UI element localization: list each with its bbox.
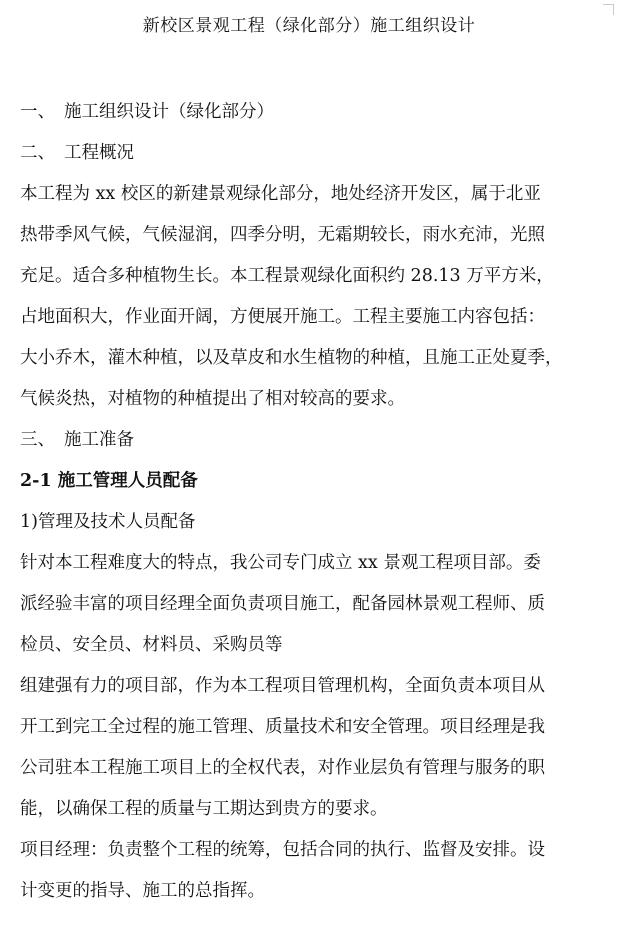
text-line: 项目经理：负责整个工程的统筹，包括合同的执行、监督及安排。设	[20, 840, 545, 860]
text-line: 计变更的指导、施工的总指挥。	[20, 881, 265, 901]
heading-2-text: 工程概况	[64, 143, 134, 163]
text-line: 大小乔木，灌木种植，以及草皮和水生植物的种植，且施工正处夏季，	[20, 348, 563, 368]
heading-3-number: 三、	[20, 430, 55, 450]
document-body	[20, 92, 598, 912]
text-line: 本工程为 xx 校区的新建景观绿化部分，地处经济开发区，属于北亚	[20, 184, 541, 204]
subheading-staffing: 2-1 施工管理人员配备	[20, 471, 198, 491]
text-line: 能，以确保工程的质量与工期达到贵方的要求。	[20, 799, 388, 819]
heading-2-number: 二、	[20, 143, 55, 163]
heading-3	[20, 420, 598, 461]
heading-1-text: 施工组织设计（绿化部分）	[64, 102, 274, 122]
text-line: 开工到完工全过程的施工管理、质量技术和安全管理。项目经理是我	[20, 717, 545, 737]
heading-1	[20, 92, 598, 133]
text-line: 针对本工程难度大的特点，我公司专门成立 xx 景观工程项目部。委	[20, 553, 541, 573]
heading-2	[20, 133, 598, 174]
text-line: 热带季风气候，气候湿润，四季分明，无霜期较长，雨水充沛，光照	[20, 225, 545, 245]
heading-1-number: 一、	[20, 102, 55, 122]
paragraph-project-overview	[20, 174, 598, 420]
paragraph-project-manager	[20, 830, 598, 912]
text-line: 气候炎热，对植物的种植提出了相对较高的要求。	[20, 389, 405, 409]
paragraph-project-department	[20, 543, 598, 666]
document-title: 新校区景观工程（绿化部分）施工组织设计	[142, 16, 476, 36]
heading-3-text: 施工准备	[64, 430, 134, 450]
text-line: 派经验丰富的项目经理全面负责项目施工，配备园林景观工程师、质	[20, 594, 545, 614]
text-line: 组建强有力的项目部，作为本工程项目管理机构，全面负责本项目从	[20, 676, 545, 696]
text-line: 检员、安全员、材料员、采购员等	[20, 635, 283, 655]
text-line: 占地面积大，作业面开阔，方便展开施工。工程主要施工内容包括：	[20, 307, 545, 327]
subheading-management-staff: 1)管理及技术人员配备	[20, 512, 196, 532]
text-line: 公司驻本工程施工项目上的全权代表，对作业层负有管理与服务的职	[20, 758, 545, 778]
text-line: 充足。适合多种植物生长。本工程景观绿化面积约 28.13 万平方米，	[20, 266, 554, 286]
paragraph-management-organization	[20, 666, 598, 830]
